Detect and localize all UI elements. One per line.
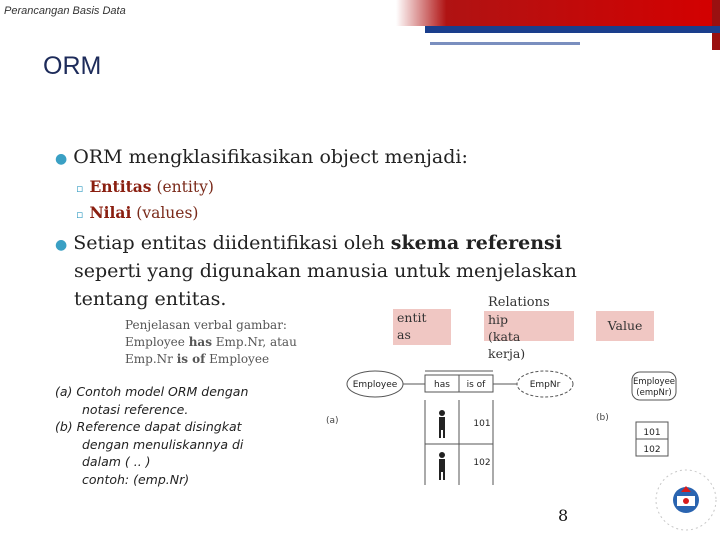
- abbrev-label-1: Employee: [632, 377, 676, 387]
- page-number: 8: [558, 506, 569, 525]
- verbal-caption: Penjelasan verbal gambar: Employee has Emp.Nr, atau Emp.Nr is of Employee: [125, 318, 297, 366]
- relationship-header: Relations: [488, 295, 550, 310]
- sub-bullet-entitas: ▫ Entitas (entity): [76, 177, 214, 196]
- bullet-marker: ●: [55, 151, 68, 167]
- slide-title: ORM: [43, 52, 102, 80]
- course-title: Perancangan Basis Data: [4, 5, 126, 17]
- diagram-label-a: (a): [326, 416, 339, 426]
- diagram-notes: (a) Contoh model ORM dengan notasi reference. (b) Reference dapat disingkat dengan menuliskannya di dalam ( .. ) contoh: (emp.Nr): [55, 384, 249, 487]
- table-value-1: 101: [473, 419, 491, 429]
- bullet-2-line-3: tentang entitas.: [74, 288, 227, 310]
- bullet-1: ● ORM mengklasifikasikan object menjadi:: [55, 146, 468, 168]
- header-stripe: [425, 26, 720, 33]
- sub-bullet-marker: ▫: [76, 182, 84, 195]
- table-value-2: 102: [473, 458, 491, 468]
- bullet-marker: ●: [55, 237, 68, 253]
- entity-annotation: entit as: [393, 309, 451, 345]
- value-annotation: Value: [596, 311, 654, 341]
- bullet-2: ● Setiap entitas diidentifikasi oleh skema referensi: [55, 232, 562, 254]
- person-icon: [439, 410, 445, 438]
- diagram-label-b: (b): [596, 413, 609, 423]
- relationship-annotation: hip (kata: [484, 311, 574, 341]
- employee-entity-label: Employee: [352, 380, 398, 390]
- abbrev-label-2: (empNr): [636, 388, 672, 398]
- header-thin-stripe: [430, 42, 580, 45]
- orm-diagram: [320, 360, 680, 495]
- abbrev-value-1: 101: [643, 428, 661, 438]
- header-accent: [712, 0, 720, 50]
- sub-bullet-marker: ▫: [76, 208, 84, 221]
- bullet-2-line-2: seperti yang digunakan manusia untuk menjelaskan: [74, 260, 577, 282]
- role-is-of-label: is of: [466, 380, 486, 390]
- person-icon: [439, 452, 445, 480]
- relationship-verb: kerja): [488, 346, 526, 361]
- sub-bullet-nilai: ▫ Nilai (values): [76, 203, 199, 222]
- empnr-value-label: EmpNr: [529, 380, 561, 390]
- university-logo-icon: [648, 462, 718, 538]
- abbrev-value-2: 102: [643, 445, 661, 455]
- role-has-label: has: [434, 380, 450, 390]
